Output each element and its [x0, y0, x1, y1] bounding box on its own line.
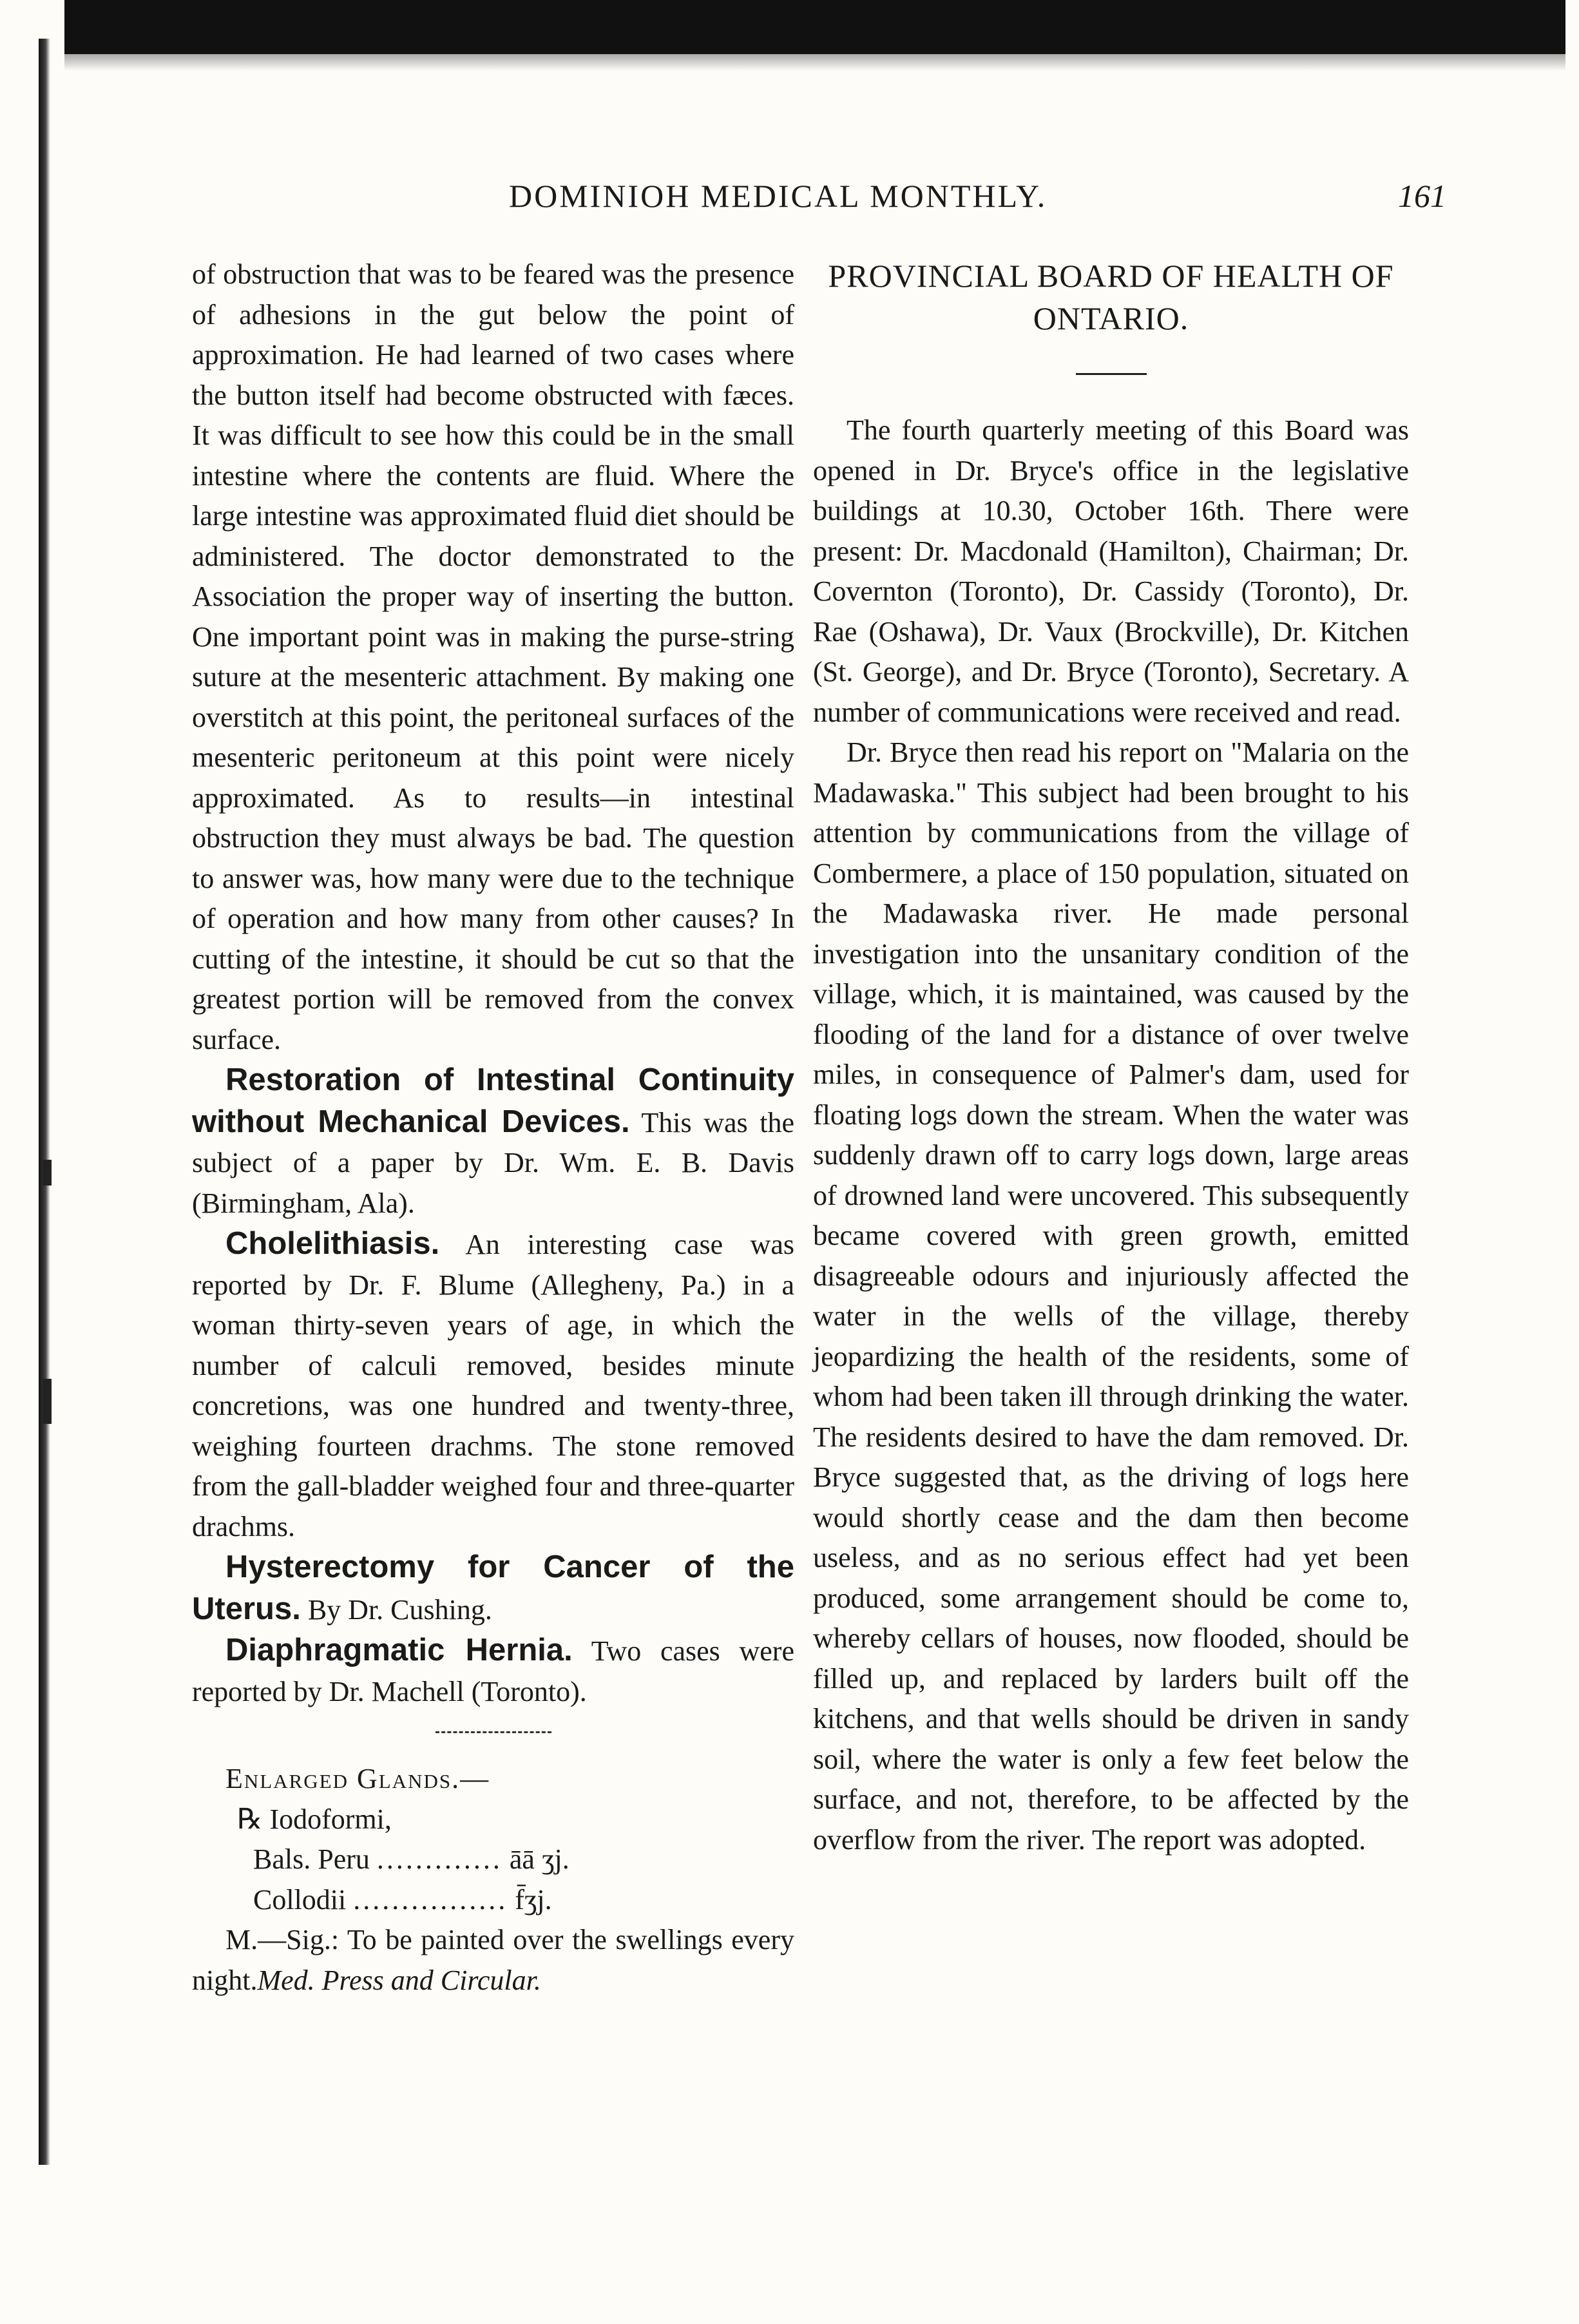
page-number: 161 [1398, 178, 1446, 214]
left-paragraph [192, 1630, 794, 1712]
prescription-line: ℞ Iodoformi, [237, 1803, 392, 1835]
ingredient-name: Bals. Peru [253, 1843, 370, 1875]
leader-dots: ............. [376, 1843, 502, 1875]
right-paragraph: The fourth quarterly meeting of this Board was opened in Dr. Bryce's office in the legislative buildings at 10.30, October 16th. There were present: Dr. Macdonald (Hamilton), Chairman; Dr. Covernton (Toronto), Dr. Cassidy (Toronto), Dr. Rae (Oshawa), Dr. Vaux (Brockville), Dr. Kitchen (St. George), and Dr. Bryce (Toronto), Secretary. A number of communications were received and read. [813, 414, 1409, 728]
left-paragraph [192, 1224, 794, 1547]
subhead: Hysterectomy for Cancer of the Uterus. [192, 1550, 794, 1626]
title-rule [1076, 373, 1147, 375]
prescription-line [192, 1839, 794, 1880]
scan-left-edge [39, 39, 50, 2165]
prescription-title: Enlarged Glands.— [225, 1763, 490, 1794]
ingredient-quantity: āā ʒj. [509, 1843, 569, 1875]
scan-top-shadow-fade [64, 54, 1565, 71]
leader-dots: ................ [353, 1883, 508, 1916]
prescription-signature [192, 1920, 794, 2001]
right-column [813, 254, 1409, 1860]
prescription-line [192, 1880, 794, 1921]
paragraph-text: An interesting case was reported by Dr. F. Blume (Allegheny, Pa.) in a woman thirty-seven years of age, in which the number of calculi removed, besides minute concretions, was one hundred and twenty-three, weighing fourteen drachms. The stone removed from the gall-bladder weighed four and three-quarter drachms. [192, 1229, 794, 1542]
section-divider [435, 1731, 551, 1733]
scan-speck [43, 1160, 52, 1186]
subhead: Restoration of Intestinal Continuity without Mechanical Devices. [192, 1062, 794, 1139]
scan-top-shadow [64, 0, 1565, 54]
running-head: DOMINIOH MEDICAL MONTHLY. [509, 178, 1048, 214]
left-paragraph [192, 1060, 794, 1224]
left-column [192, 254, 794, 2001]
source-citation: Med. Press and Circular. [257, 1964, 541, 1996]
ingredient-quantity: f̄ʒj. [515, 1883, 552, 1916]
right-paragraph: Dr. Bryce then read his report on "Malaria on the Madawaska." This subject had been brought to his attention by communications from the village of Combermere, a place of 150 population, situated on the Madawaska river. He made personal investigation into the unsanitary condition of the village, which, it is maintained, was caused by the flooding of the land for a distance of over twelve miles, in consequence of Palmer's dam, used for floating logs down the stream. When the water was suddenly drawn off to carry logs down, large areas of drowned land were uncovered. This subsequently became covered with green growth, emitted disagreeable odours and injuriously affected the water in the wells of the village, thereby jeopardizing the health of the residents, some of whom had been taken ill through drinking the water. The residents desired to have the dam removed. Dr. Bryce suggested that, as the driving of logs here would shortly cease and the dam then become useless, and as no serious effect had yet been produced, some arrangement should be come to, whereby cellars of houses, now flooded, should be filled up, and replaced by larders built off the kitchens, and that wells should be driven in sandy soil, where the water is only a few feet below the surface, and not, therefore, to be affected by the overflow from the river. The report was adopted. [813, 736, 1409, 1856]
article-title: PROVINCIAL BOARD OF HEALTH OF ONTARIO. [828, 258, 1394, 336]
left-paragraph [192, 1547, 794, 1630]
scan-speck [43, 1379, 52, 1424]
subhead: Diaphragmatic Hernia. [225, 1633, 573, 1667]
paragraph-text: By Dr. Cushing. [307, 1593, 492, 1626]
subhead: Cholelithiasis. [225, 1226, 440, 1261]
left-paragraph: of obstruction that was to be feared was the presence of adhesions in the gut below the point of approximation. He had learned of two cases where the button itself had become obstructed with fæces. It was difficult to see how this could be in the small intestine where the contents are fluid. Where the large intestine was approximated fluid diet should be administered. The doctor demonstrated to the Association the proper way of inserting the button. One important point was in making the purse-string suture at the mesenteric attachment. By making one overstitch at this point, the peritoneal surfaces of the mesenteric peritoneum at this point were nicely approximated. As to results—in intestinal obstruction they must always be bad. The question to answer was, how many were due to the technique of operation and how many from other causes? In cutting of the intestine, it should be cut so that the greatest portion will be removed from the convex surface. [192, 258, 794, 1055]
paragraph-text: Two cases were reported by Dr. Machell (Toronto). [192, 1635, 794, 1707]
paragraph-text: This was the subject of a paper by Dr. Wm. E. B. Davis (Birmingham, Ala). [192, 1106, 794, 1219]
ingredient-name: Collodii [253, 1883, 347, 1916]
signa-text: M.—Sig.: To be painted over the swellings every night. [192, 1924, 794, 1996]
